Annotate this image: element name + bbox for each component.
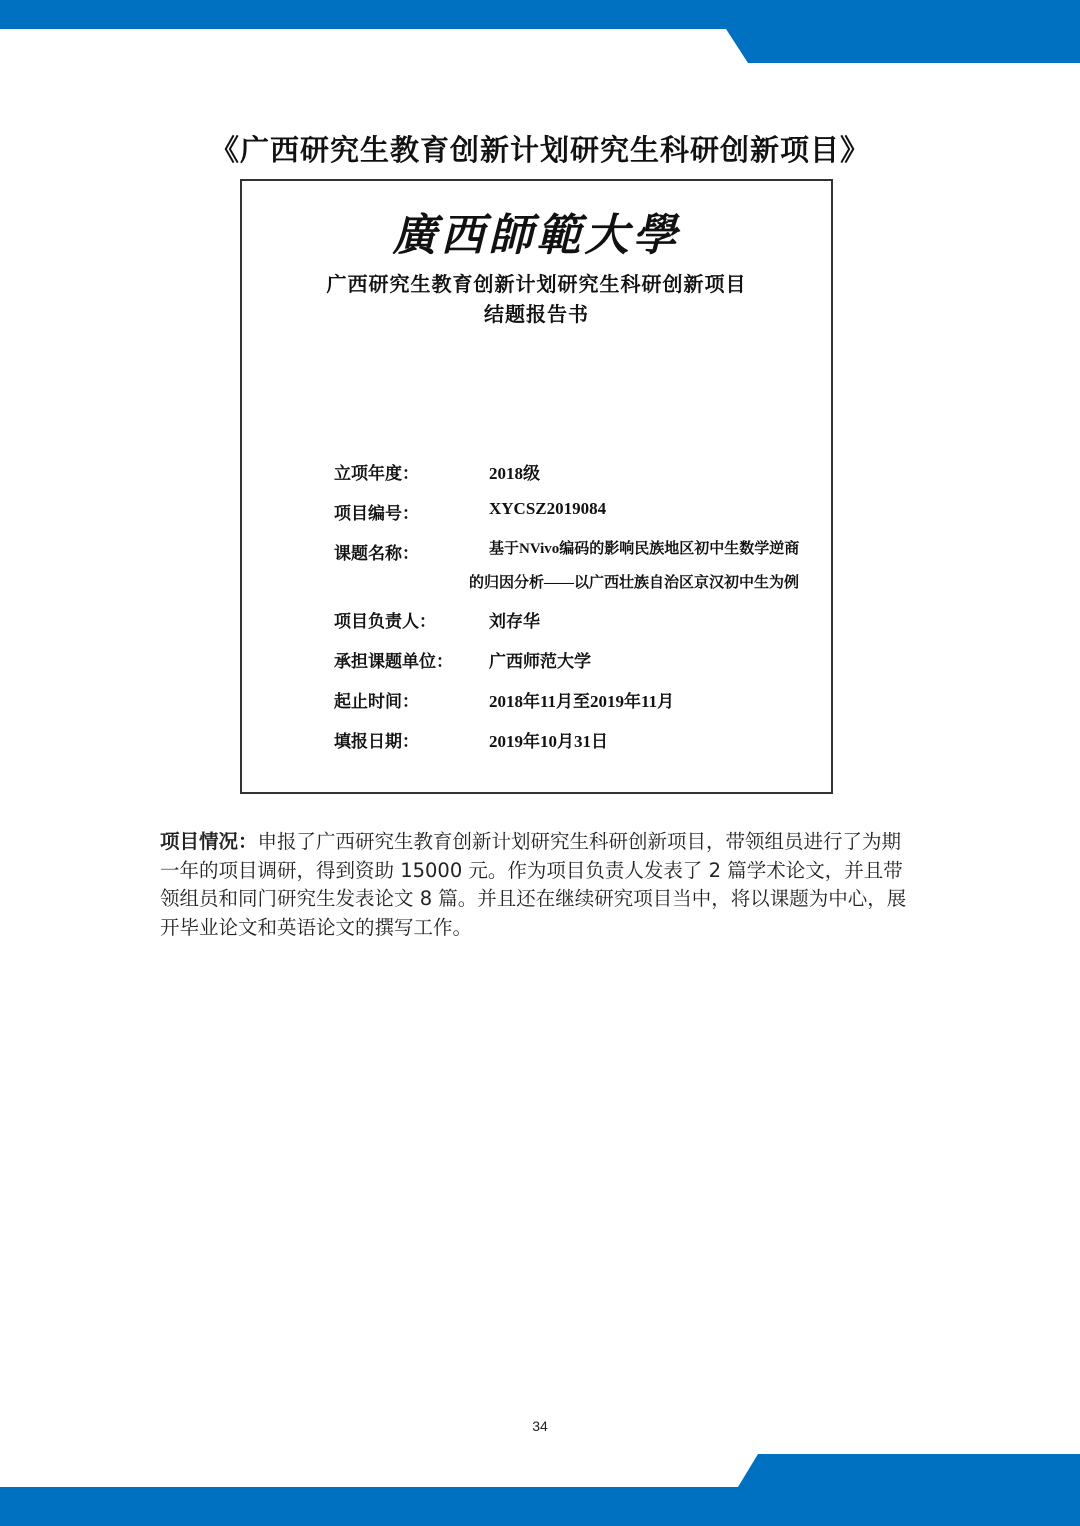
topic-line1: 基于NVivo编码的影响民族地区初中生数学逆商 <box>489 541 800 557</box>
field-label: 课题名称： <box>334 544 419 564</box>
field-row-year <box>334 459 824 499</box>
bottom-decorative-band <box>0 1450 1080 1526</box>
report-heading-line1: 广西研究生教育创新计划研究生科研创新项目 <box>326 272 747 296</box>
field-label: 起止时间： <box>334 692 419 712</box>
top-decorative-band <box>0 0 1080 64</box>
summary-text: 申报了广西研究生教育创新计划研究生科研创新项目，带领组员进行了为期一年的项目调研，得到资助 15000 元。作为项目负责人发表了 2 篇学术论文，并且带领组员和同门研究生发表论文 8 篇。并且还在继续研究项目当中，将以课题为中心，展开毕业论文和英语论文的撰写工作。 <box>160 830 907 939</box>
field-label: 立项年度： <box>334 464 419 484</box>
field-label: 项目负责人： <box>334 612 436 632</box>
field-label: 填报日期： <box>334 732 419 752</box>
field-row-date <box>334 727 824 767</box>
field-value <box>469 532 800 600</box>
report-heading <box>242 269 831 329</box>
field-value: 2018年11月至2019年11月 <box>489 692 675 711</box>
summary-lead: 项目情况： <box>160 830 258 853</box>
field-row-leader <box>334 607 824 647</box>
university-logo: 廣西師範大學 <box>392 210 681 261</box>
field-value: 2018级 <box>489 464 540 483</box>
field-value: 广西师范大学 <box>489 652 591 671</box>
field-value: 刘存华 <box>489 612 540 631</box>
field-row-period <box>334 687 824 727</box>
report-fields <box>334 459 824 767</box>
field-label: 项目编号： <box>334 504 419 524</box>
report-heading-line2: 结题报告书 <box>484 302 589 326</box>
page-number: 34 <box>532 1418 548 1434</box>
topic-line2: 的归因分析——以广西壮族自治区京汉初中生为例 <box>469 575 800 591</box>
report-cover-image <box>240 179 833 794</box>
field-value: XYCSZ2019084 <box>489 499 607 518</box>
field-row-topic <box>334 539 824 607</box>
field-label: 承担课题单位： <box>334 652 453 672</box>
page-title: 《广西研究生教育创新计划研究生科研创新项目》 <box>209 133 870 167</box>
project-summary <box>160 828 920 942</box>
field-value: 2019年10月31日 <box>489 732 608 751</box>
field-row-unit <box>334 647 824 687</box>
